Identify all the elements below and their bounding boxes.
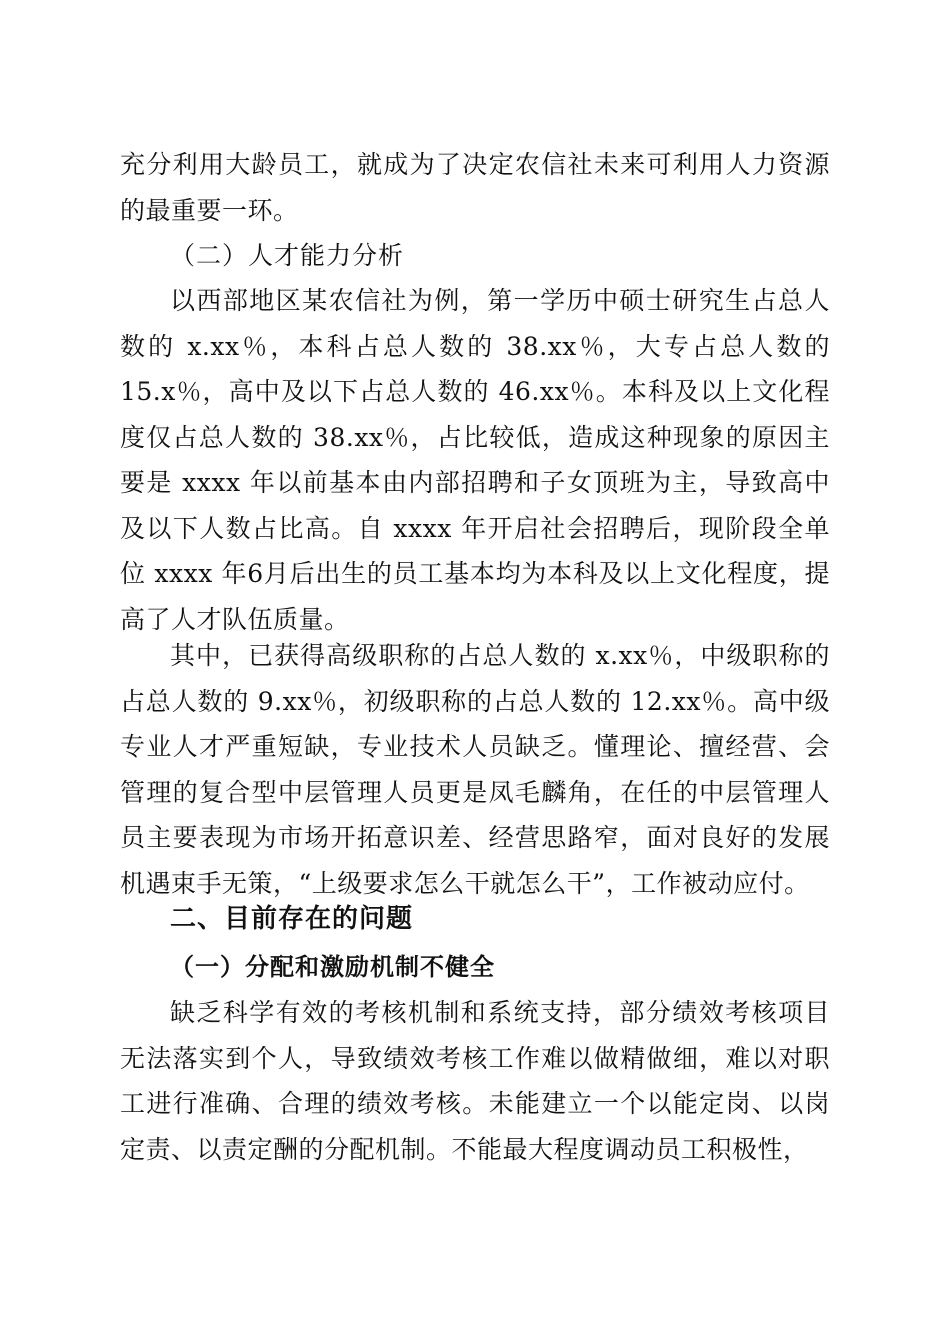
paragraph-incentive-mechanism: 缺乏科学有效的考核机制和系统支持，部分绩效考核项目无法落实到个人，导致绩效考核工作难以做精做细，难以对职工进行准确、合理的绩效考核。未能建立一个以能定岗、以岗定责、以责定酬的分配机制。不能最大程度调动员工积极性， xyxy=(120,998,830,1164)
section-heading-talent-ability: （二）人才能力分析 xyxy=(170,241,405,270)
paragraph-education-stats: 以西部地区某农信社为例，第一学历中硕士研究生占总人数的 x.xx％，本科占总人数的 38.xx％，大专占总人数的 15.x％，高中及以下占总人数的 46.xx％。本科及以上文化程度仅占总人数的 38.xx％，占比较低，造成这种现象的原因主要是 xxxx 年以前基本由内部招聘和子女顶班为主，导致高中及以下人数占比高。自 xxxx 年开启社会招聘后，现阶段全单位 xxxx 年6月后出生的员工基本均为本科及以上文化程度，提高了人才队伍质量。 xyxy=(120,286,830,634)
section-heading-incentive-mechanism: （一）分配和激励机制不健全 xyxy=(170,953,495,981)
paragraph-intro-end: 充分利用大龄员工，就成为了决定农信社未来可利用人力资源的最重要一环。 xyxy=(120,150,830,225)
section-heading-current-problems: 二、目前存在的问题 xyxy=(170,904,414,934)
paragraph-professional-titles: 其中，已获得高级职称的占总人数的 x.xx％，中级职称的占总人数的 9.xx％，初级职称的占总人数的 12.xx％。高中级专业人才严重短缺，专业技术人员缺乏。懂理论、擅经营、会管理的复合型中层管理人员更是凤毛麟角，在任的中层管理人员主要表现为市场开拓意识差、经营思路窄，面对良好的发展机遇束手无策，“上级要求怎么干就怎么干”，工作被动应付。 xyxy=(120,641,830,898)
